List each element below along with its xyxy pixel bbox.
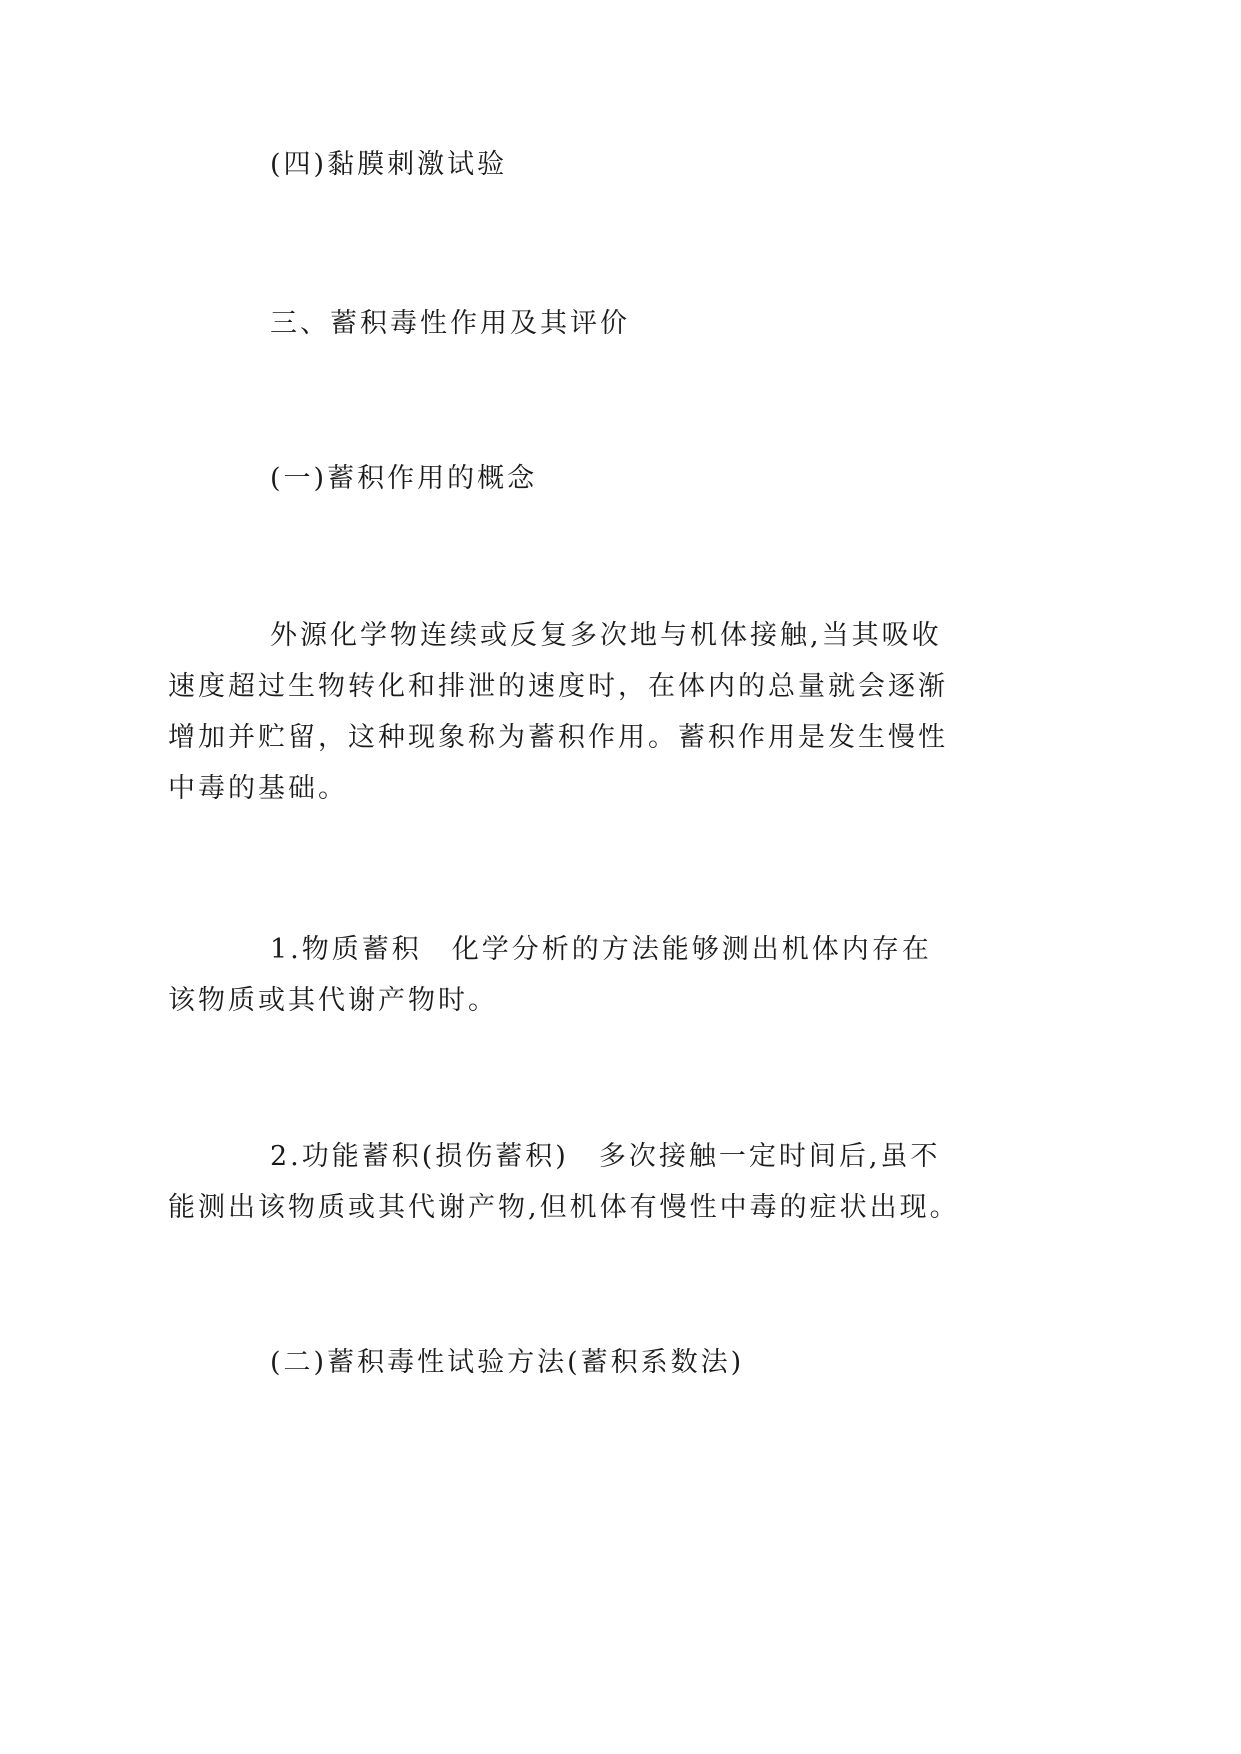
paragraph-line: 2.功能蓄积(损伤蓄积) 多次接触一定时间后,虽不 xyxy=(270,1141,941,1172)
paragraph-line: 中毒的基础。 xyxy=(168,773,348,804)
list-item-functional-accumulation xyxy=(168,1131,960,1233)
subheading-cumulative-toxicity-test-method: (二)蓄积毒性试验方法(蓄积系数法) xyxy=(270,1347,745,1378)
paragraph-line: 能测出该物质或其代谢产物,但机体有慢性中毒的症状出现。 xyxy=(168,1192,960,1223)
paragraph-line: 增加并贮留，这种现象称为蓄积作用。蓄积作用是发生慢性 xyxy=(168,722,948,753)
paragraph-line: 1.物质蓄积 化学分析的方法能够测出机体内存在 xyxy=(270,934,932,965)
paragraph-accumulation-definition xyxy=(168,610,948,814)
paragraph-line: 速度超过生物转化和排泄的速度时，在体内的总量就会逐渐 xyxy=(168,671,948,702)
paragraph-line: 该物质或其代谢产物时。 xyxy=(168,985,498,1016)
subheading-mucosa-irritation-test: (四)黏膜刺激试验 xyxy=(270,149,508,180)
list-item-material-accumulation xyxy=(168,924,940,1026)
paragraph-line: 外源化学物连续或反复多次地与机体接触,当其吸收 xyxy=(270,620,942,651)
section-heading-cumulative-toxicity: 三、蓄积毒性作用及其评价 xyxy=(270,308,630,339)
subheading-accumulation-concept: (一)蓄积作用的概念 xyxy=(270,463,538,494)
